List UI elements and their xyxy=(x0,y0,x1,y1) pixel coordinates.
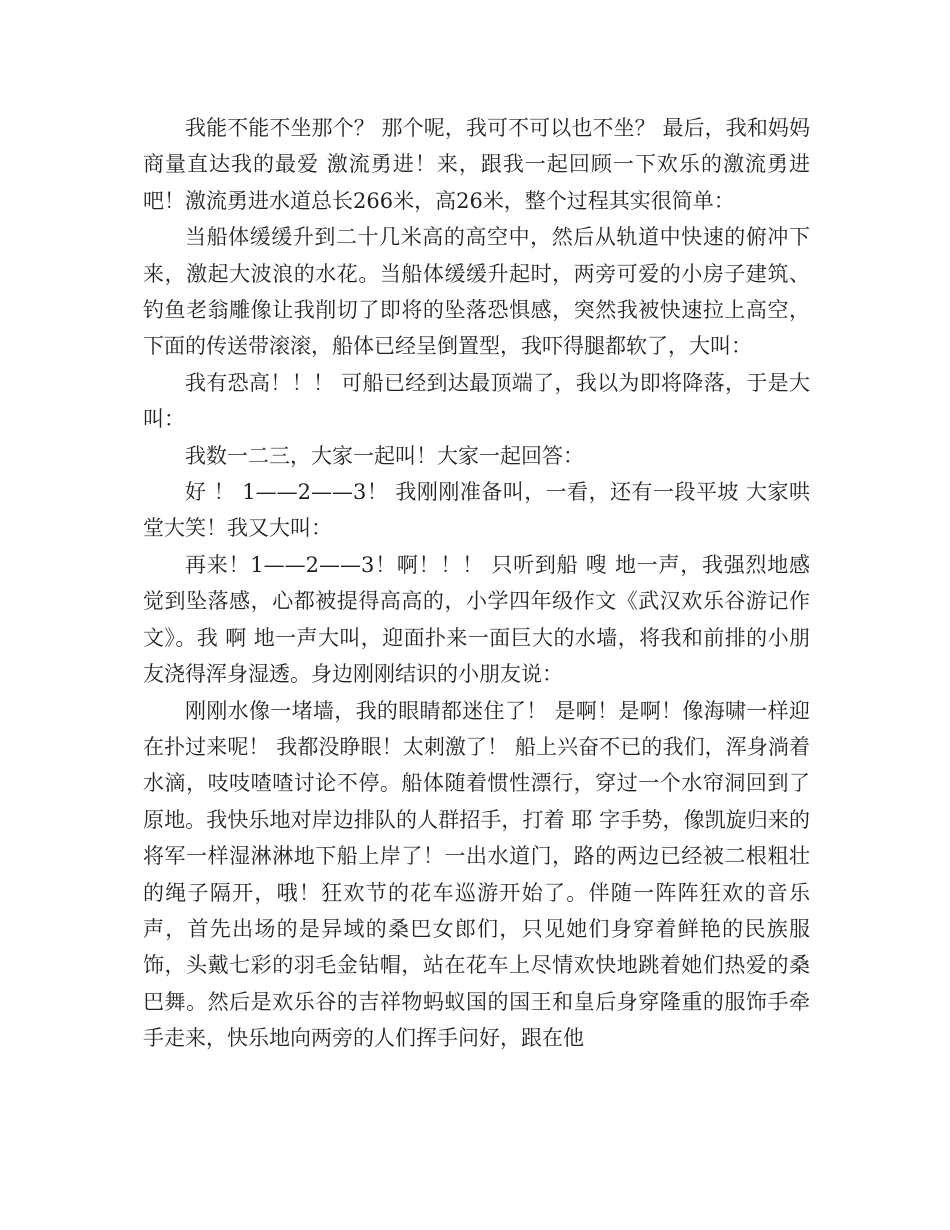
paragraph: 刚刚水像一堵墙，我的眼睛都迷住了！ 是啊！是啊！像海啸一样迎在扑过来呢！ 我都没睁眼！太刺激了！ 船上兴奋不已的我们，浑身淌着水滴，吱吱喳喳讨论不停。船体随着惯性漂行，穿过一个水帘洞回到了原地。我快乐地对岸边排队的人群招手，打着 耶 字手势，像凯旋归来的将军一样湿淋淋地下船上岸了！一出水道门，路的两边已经被二根粗壮的绳子隔开，哦！狂欢节的花车巡游开始了。伴随一阵阵狂欢的音乐声，首先出场的是异域的桑巴女郎们，只见她们身穿着鲜艳的民族服饰，头戴七彩的羽毛金钻帽，站在花车上尽情欢快地跳着她们热爱的桑巴舞。然后是欢乐谷的吉祥物蚂蚁国的国王和皇后身穿隆重的服饰手牵手走来，快乐地向两旁的人们挥手问好，跟在他 xyxy=(143,698,810,1051)
paragraph: 当船体缓缓升到二十几米高的高空中，然后从轨道中快速的俯冲下来，激起大波浪的水花。当船体缓缓升起时，两旁可爱的小房子建筑、钓鱼老翁雕像让我削切了即将的坠落恐惧感，突然我被快速拉上高空，下面的传送带滚滚，船体已经呈倒置型，我吓得腿都软了，大叫： xyxy=(143,225,810,359)
paragraph: 我有恐高！！！ 可船已经到达最顶端了，我以为即将降落，于是大叫： xyxy=(143,370,810,432)
paragraph: 再来！1——2——3！啊！！！ 只听到船 嗖 地一声，我强烈地感觉到坠落感，心都被提得高高的，小学四年级作文《武汉欢乐谷游记作文》。我 啊 地一声大叫，迎面扑来一面巨大的水墙，将我和前排的小朋友浇得浑身湿透。身边刚刚结识的小朋友说： xyxy=(143,552,810,687)
paragraph: 我数一二三，大家一起叫！大家一起回答： xyxy=(185,443,584,468)
paragraph: 我能不能不坐那个？ 那个呢，我可不可以也不坐？ 最后，我和妈妈商量直达我的最爱 激流勇进！来，跟我一起回顾一下欢乐的激流勇进吧！激流勇进水道总长266米，高26米，整个过程其实很简单： xyxy=(143,116,810,213)
paragraph: 好 ！ 1——2——3！ 我刚刚准备叫，一看，还有一段平坡 大家哄堂大笑！我又大叫： xyxy=(143,480,810,541)
document-body xyxy=(143,110,810,1057)
